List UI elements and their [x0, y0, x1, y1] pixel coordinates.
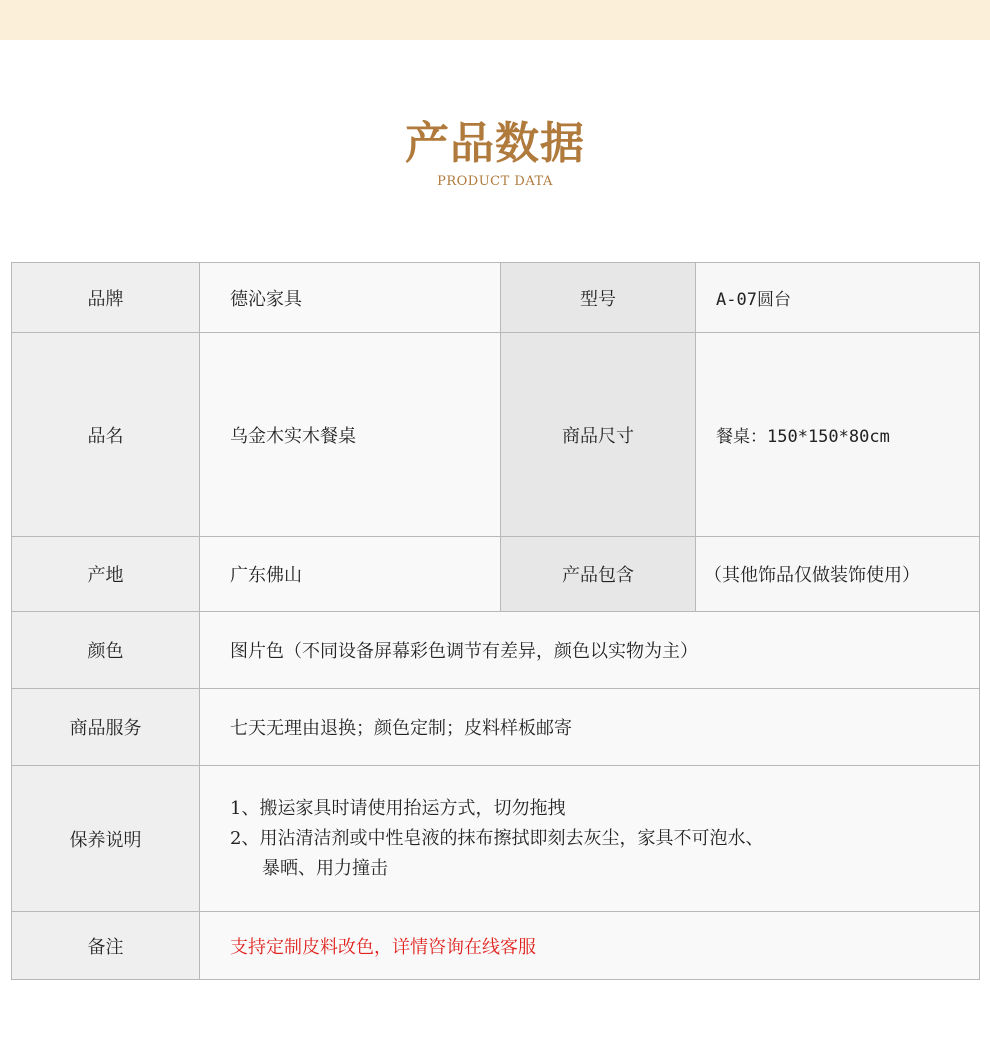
top-banner-strip	[0, 0, 990, 40]
service-value: 七天无理由退换；颜色定制；皮料样板邮寄	[200, 689, 980, 766]
brand-value: 德沁家具	[200, 263, 501, 333]
note-label: 备注	[12, 912, 200, 980]
name-label: 品名	[12, 333, 200, 537]
care-value	[200, 766, 980, 912]
package-value: （其他饰品仅做装饰使用）	[696, 537, 980, 612]
table-row	[12, 766, 980, 912]
section-heading	[0, 118, 990, 190]
color-value: 图片色（不同设备屏幕彩色调节有差异，颜色以实物为主）	[200, 612, 980, 689]
page-title: 产品数据	[405, 118, 585, 169]
table-row	[12, 612, 980, 689]
care-line-1: 1、搬运家具时请使用抬运方式，切勿拖拽	[230, 797, 566, 819]
table-row	[12, 263, 980, 333]
table-row	[12, 912, 980, 980]
service-label: 商品服务	[12, 689, 200, 766]
brand-label: 品牌	[12, 263, 200, 333]
color-label: 颜色	[12, 612, 200, 689]
page-subtitle: PRODUCT DATA	[437, 174, 553, 189]
model-label: 型号	[501, 263, 696, 333]
table-row	[12, 689, 980, 766]
note-value: 支持定制皮料改色，详情咨询在线客服	[200, 912, 980, 980]
size-label: 商品尺寸	[501, 333, 696, 537]
table-row	[12, 333, 980, 537]
care-label: 保养说明	[12, 766, 200, 912]
size-value: 餐桌：150*150*80cm	[696, 333, 980, 537]
model-value: A-07圆台	[696, 263, 980, 333]
care-line-3: 暴晒、用力撞击	[262, 857, 388, 879]
origin-label: 产地	[12, 537, 200, 612]
package-label: 产品包含	[501, 537, 696, 612]
name-value: 乌金木实木餐桌	[200, 333, 501, 537]
product-data-table	[11, 262, 980, 980]
care-line-2: 2、用沾清洁剂或中性皂液的抹布擦拭即刻去灰尘，家具不可泡水、	[230, 827, 764, 849]
origin-value: 广东佛山	[200, 537, 501, 612]
table-row	[12, 537, 980, 612]
